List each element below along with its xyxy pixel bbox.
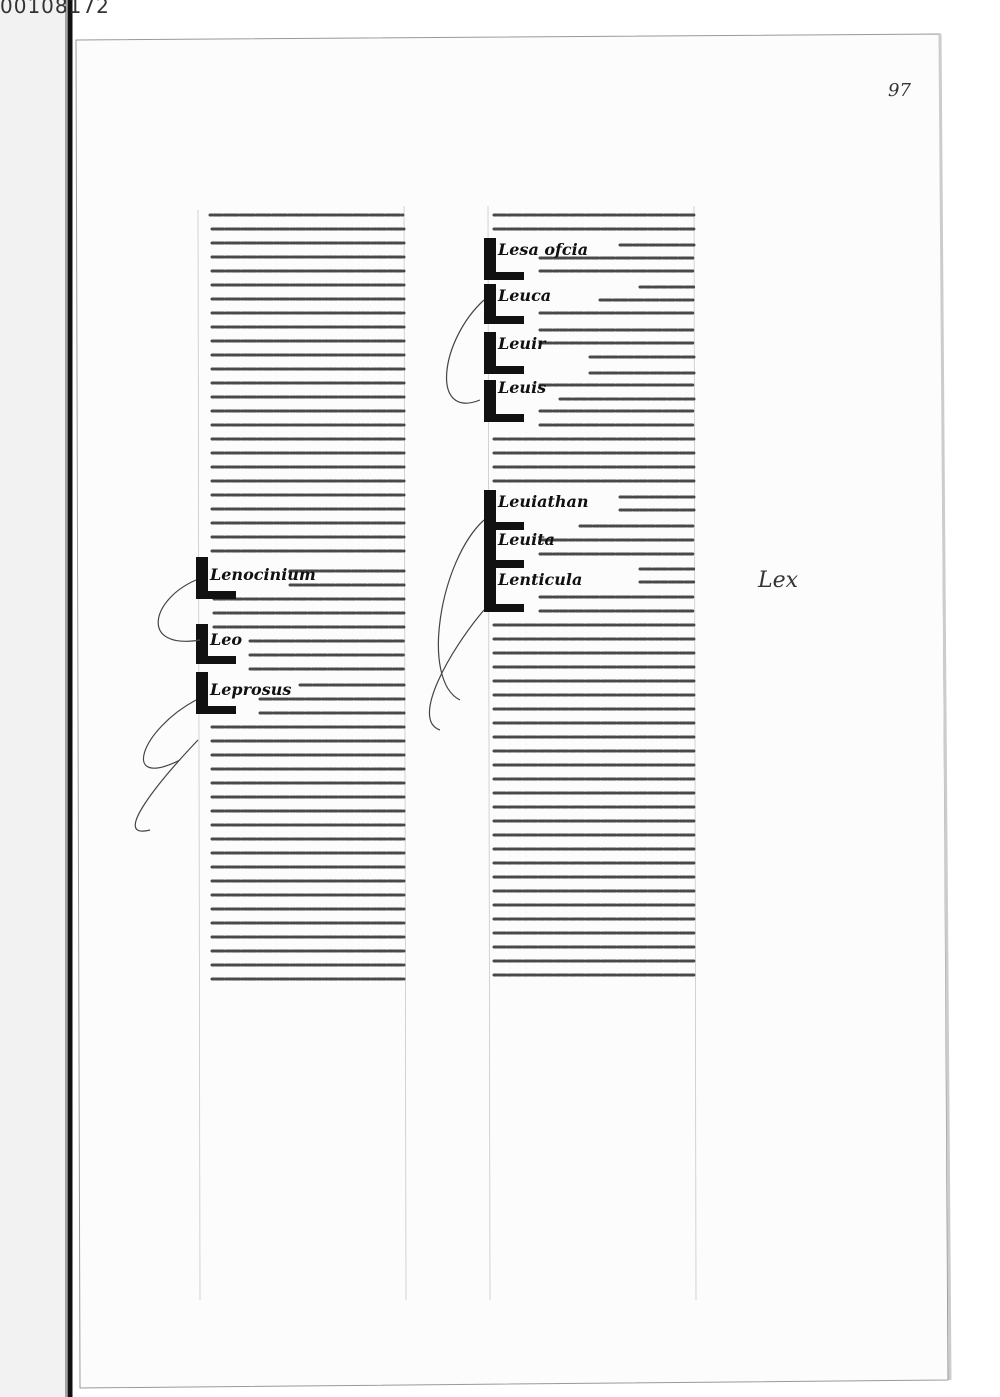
headword-lenticula: Lenticula [498, 570, 583, 589]
headword-leuis: Leuis [498, 378, 547, 397]
headword-leuca: Leuca [498, 286, 552, 305]
headword-lesa-ofcia: Lesa ofcia [498, 240, 589, 259]
headword-leo: Leo [210, 630, 243, 649]
folio-number: 97 [888, 80, 911, 101]
headword-leuiathan: Leuiathan [498, 492, 589, 511]
headword-leuir: Leuir [498, 334, 546, 353]
headword-leuita: Leuita [498, 530, 555, 549]
scan-id-label: 00108172 [0, 0, 110, 18]
margin-note: Lex [758, 568, 799, 593]
headword-lenocinium: Lenocinium [210, 565, 316, 584]
headword-leprosus: Leprosus [210, 680, 292, 699]
